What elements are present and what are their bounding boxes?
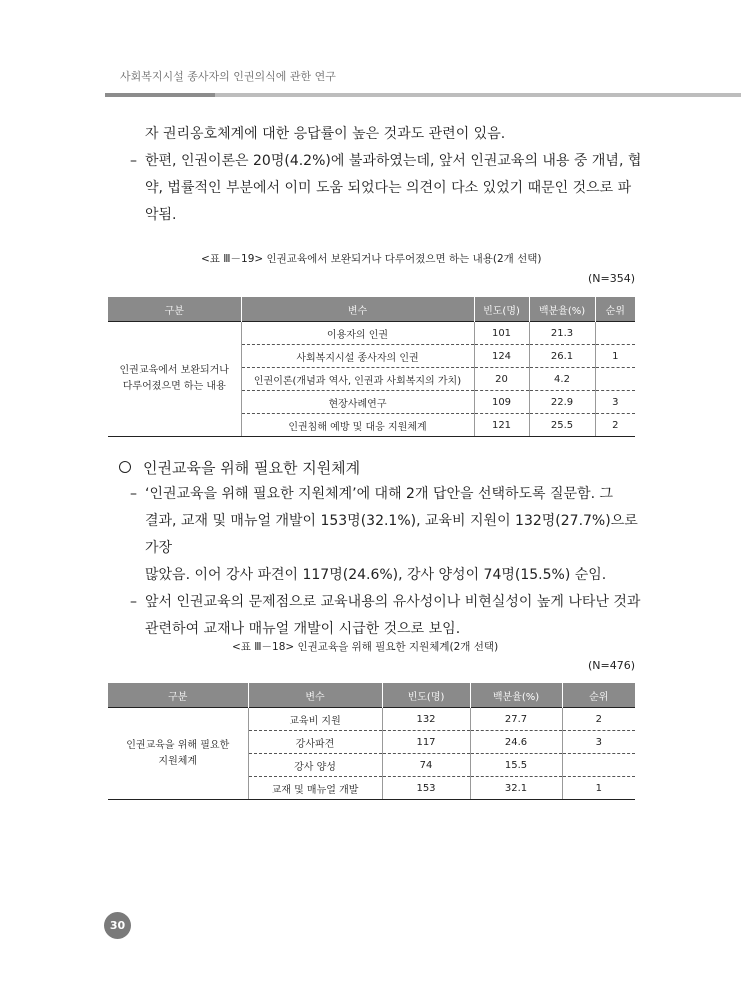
para2-line5: 관련하여 교재나 매뉴얼 개발이 시급한 것으로 보임. (145, 621, 461, 637)
para2-line3: 많았음. 이어 강사 파견이 117명(24.6%), 강사 양성이 74명(15.5%) 순임. (145, 567, 607, 583)
table2-group-cell (108, 708, 248, 800)
table-cell-rank: 2 (562, 708, 635, 731)
table-cell-pct: 4.2 (529, 368, 595, 391)
table2-header-cell: 빈도(명) (382, 683, 470, 708)
table-row (108, 708, 635, 731)
para2-bullet-1 (130, 481, 645, 508)
table1-n: (N=354) (587, 272, 635, 285)
table-cell-rank: 1 (595, 345, 635, 368)
table-cell-freq: 101 (474, 322, 529, 345)
table-cell-pct: 21.3 (529, 322, 595, 345)
table-cell-freq: 109 (474, 391, 529, 414)
table1-header-row (108, 297, 635, 322)
table1-group-cell (108, 322, 241, 437)
table-cell-rank: 1 (562, 777, 635, 800)
table-cell-var: 사회복지시설 종사자의 인권 (241, 345, 474, 368)
table-cell-freq: 117 (382, 731, 470, 754)
table1-group-line1: 인권교육에서 보완되거나 (119, 365, 229, 376)
table-cell-pct: 32.1 (470, 777, 562, 800)
table1-header-cell: 구분 (108, 297, 241, 322)
para2-line4: 앞서 인권교육의 문제점으로 교육내용의 유사성이나 비현실성이 높게 나타난 것과 (145, 594, 641, 610)
table-cell-var: 강사 양성 (248, 754, 382, 777)
para2-line1: ‘인권교육을 위해 필요한 지원체계’에 대해 2개 답안을 선택하도록 질문함. 그 (145, 486, 614, 502)
dash-marker: – (130, 594, 137, 610)
table-cell-pct: 22.9 (529, 391, 595, 414)
page-number: 30 (104, 912, 131, 939)
para1-line2: 한편, 인권이론은 20명(4.2%)에 불과하였는데, 앞서 인권교육의 내용 중 개념, 협 (145, 153, 642, 169)
table-cell-var: 교육비 지원 (248, 708, 382, 731)
section-heading (119, 457, 360, 478)
dash-marker: – (130, 486, 137, 502)
table-cell-pct: 15.5 (470, 754, 562, 777)
table-cell-freq: 124 (474, 345, 529, 368)
table1-group-line2: 다루어졌으면 하는 내용 (122, 381, 226, 392)
table2-group-line1: 인권교육을 위해 필요한 (126, 739, 230, 751)
table2-group-line2: 지원체계 (158, 755, 198, 767)
para1-line3: 약, 법률적인 부분에서 이미 도움 되었다는 의견이 다소 있었기 때문인 것으로 파 (145, 180, 632, 196)
table-cell-pct: 27.7 (470, 708, 562, 731)
table2-caption: <표 Ⅲ－18> 인권교육을 위해 필요한 지원체계(2개 선택) (232, 641, 499, 653)
table1 (108, 297, 635, 437)
table2-header-cell: 백분율(%) (470, 683, 562, 708)
table-cell-rank (595, 368, 635, 391)
table-cell-pct: 26.1 (529, 345, 595, 368)
table-cell-rank: 2 (595, 414, 635, 437)
running-header: 사회복지시설 종사자의 인권의식에 관한 연구 (120, 70, 336, 83)
para1-line1: 자 권리옹호체계에 대한 응답률이 높은 것과도 관련이 있음. (145, 126, 506, 142)
table-cell-var: 인권이론(개념과 역사, 인권과 사회복지의 가치) (241, 368, 474, 391)
table-cell-var: 이용자의 인권 (241, 322, 474, 345)
table-cell-freq: 121 (474, 414, 529, 437)
table1-header-cell: 변수 (241, 297, 474, 322)
table-cell-rank: 3 (595, 391, 635, 414)
circle-bullet-icon (119, 461, 131, 473)
para1-bullet (130, 148, 645, 175)
table-cell-freq: 153 (382, 777, 470, 800)
table2-n: (N=476) (587, 659, 635, 672)
table1-caption: <표 Ⅲ－19> 인권교육에서 보완되거나 다루어졌으면 하는 내용(2개 선택) (201, 253, 542, 265)
table-cell-var: 인권침해 예방 및 대응 지원체계 (241, 414, 474, 437)
table2-header-row (108, 683, 635, 708)
header-rule (105, 93, 741, 97)
table-cell-pct: 24.6 (470, 731, 562, 754)
para2-bullet-2 (130, 589, 645, 616)
table-cell-freq: 20 (474, 368, 529, 391)
table-cell-rank: 3 (562, 731, 635, 754)
table2-header-cell: 구분 (108, 683, 248, 708)
table1-header-cell: 순위 (595, 297, 635, 322)
table-cell-rank (562, 754, 635, 777)
table-cell-var: 강사파견 (248, 731, 382, 754)
dash-marker: – (130, 153, 137, 169)
table-cell-freq: 132 (382, 708, 470, 731)
section-title: 인권교육을 위해 필요한 지원체계 (143, 459, 361, 477)
paragraph-2 (130, 481, 645, 643)
table2 (108, 683, 635, 800)
table-cell-rank (595, 322, 635, 345)
table-cell-freq: 74 (382, 754, 470, 777)
table2-header-cell: 순위 (562, 683, 635, 708)
table-cell-pct: 25.5 (529, 414, 595, 437)
table-row (108, 322, 635, 345)
table-cell-var: 현장사례연구 (241, 391, 474, 414)
paragraph-1 (130, 121, 645, 229)
table1-header-cell: 백분율(%) (529, 297, 595, 322)
para1-line4: 악됨. (145, 207, 177, 223)
table2-header-cell: 변수 (248, 683, 382, 708)
table1-header-cell: 빈도(명) (474, 297, 529, 322)
table-cell-var: 교재 및 매뉴얼 개발 (248, 777, 382, 800)
para2-line2: 결과, 교재 및 매뉴얼 개발이 153명(32.1%), 교육비 지원이 132명(27.7%)으로 가장 (145, 513, 638, 556)
